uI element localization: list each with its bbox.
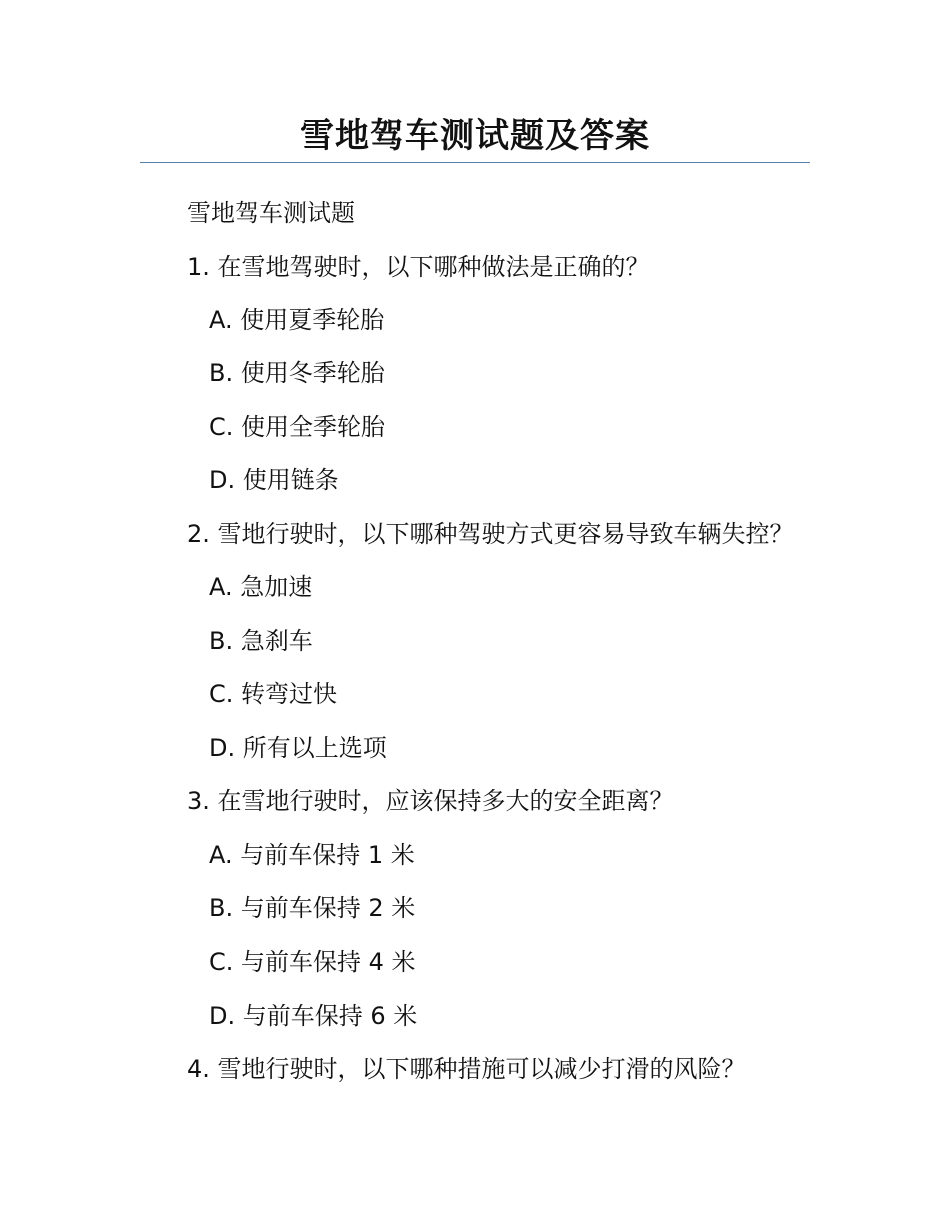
question-3-option-c: C. 与前车保持 4 米 (209, 948, 416, 976)
question-3-option-a: A. 与前车保持 1 米 (209, 841, 415, 869)
question-3-option-b: B. 与前车保持 2 米 (209, 894, 416, 922)
question-2-option-d: D. 所有以上选项 (209, 734, 387, 762)
question-1-option-c: C. 使用全季轮胎 (209, 413, 386, 441)
document-title: 雪地驾车测试题及答案 (300, 116, 650, 156)
question-3-option-d: D. 与前车保持 6 米 (209, 1002, 418, 1030)
question-1-option-d: D. 使用链条 (209, 466, 339, 494)
question-1: 1. 在雪地驾驶时，以下哪种做法是正确的？ (187, 253, 650, 281)
title-divider (140, 162, 810, 163)
question-1-option-b: B. 使用冬季轮胎 (209, 359, 385, 387)
question-2-option-b: B. 急刹车 (209, 627, 313, 655)
section-heading: 雪地驾车测试题 (187, 199, 355, 227)
question-2: 2. 雪地行驶时，以下哪种驾驶方式更容易导致车辆失控？ (187, 520, 794, 548)
question-1-option-a: A. 使用夏季轮胎 (209, 306, 385, 334)
question-4: 4. 雪地行驶时，以下哪种措施可以减少打滑的风险？ (187, 1055, 746, 1083)
question-2-option-a: A. 急加速 (209, 573, 313, 601)
question-3: 3. 在雪地行驶时，应该保持多大的安全距离？ (187, 787, 674, 815)
question-2-option-c: C. 转弯过快 (209, 680, 338, 708)
